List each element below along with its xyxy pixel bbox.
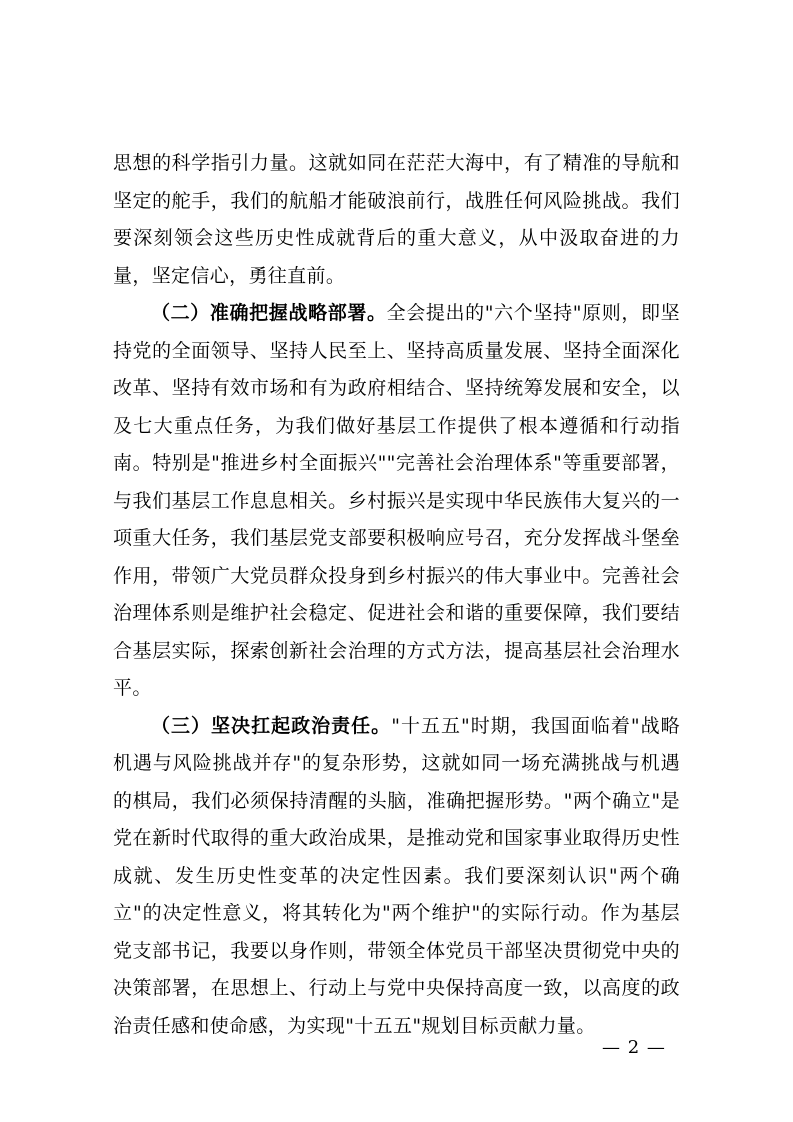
- paragraph-strategic-deployment: [113, 295, 680, 708]
- paragraph-text: 全会提出的"六个坚持"原则，即坚持党的全面领导、坚持人民至上、坚持高质量发展、坚持全面深化改革、坚持有效市场和有为政府相结合、坚持统筹发展和安全，以及七大重点任务，为我们做好基层工作提供了根本遵循和行动指南。特别是"推进乡村全面振兴""完善社会治理体系"等重要部署，与我们基层工作息息相关。乡村振兴是实现中华民族伟大复兴的一项重大任务，我们基层党支部要积极响应号召，充分发挥战斗堡垒作用，带领广大党员群众投身到乡村振兴的伟大事业中。完善社会治理体系则是维护社会稳定、促进社会和谐的重要保障，我们要结合基层实际，探索创新社会治理的方式方法，提高基层社会治理水平。: [113, 302, 680, 699]
- page-number: — 2 —: [602, 1037, 666, 1058]
- section-heading: （二）准确把握战略部署。: [151, 302, 387, 324]
- paragraph-continuation: [113, 145, 680, 295]
- section-heading: （三）坚决扛起政治责任。: [151, 714, 392, 737]
- paragraph-political-responsibility: [113, 708, 680, 1046]
- document-body: [113, 145, 680, 1045]
- paragraph-text: "十五五"时期，我国面临着"战略机遇与风险挑战并存"的复杂形势，这就如同一场充满挑战与机遇的棋局，我们必须保持清醒的头脑，准确把握形势。"两个确立"是党在新时代取得的重大政治成果，是推动党和国家事业取得历史性成就、发生历史性变革的决定性因素。我们要深刻认识"两个确立"的决定性意义，将其转化为"两个维护"的实际行动。作为基层党支部书记，我要以身作则，带领全体党员干部坚决贯彻党中央的决策部署，在思想上、行动上与党中央保持高度一致，以高度的政治责任感和使命感，为实现"十五五"规划目标贡献力量。: [113, 714, 680, 1037]
- paragraph-text: 思想的科学指引力量。这就如同在茫茫大海中，有了精准的导航和坚定的舵手，我们的航船才能破浪前行，战胜任何风险挑战。我们要深刻领会这些历史性成就背后的重大意义，从中汲取奋进的力量，坚定信心，勇往直前。: [113, 152, 680, 287]
